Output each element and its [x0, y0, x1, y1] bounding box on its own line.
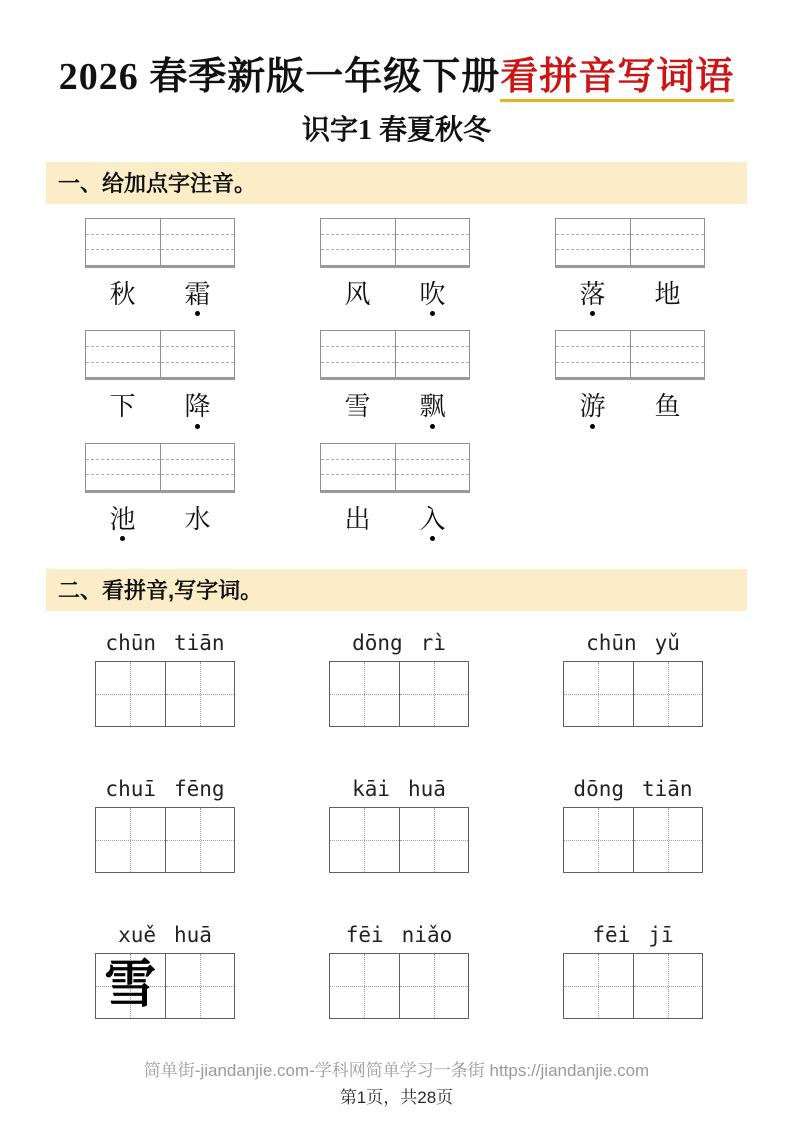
written-character	[330, 808, 399, 872]
char-with-dot: 飘	[395, 393, 470, 429]
tianzige-cell	[564, 954, 634, 1018]
pinyin-writing-grid	[320, 330, 470, 380]
annotate-item-fengchui	[320, 218, 470, 317]
written-character	[330, 662, 399, 726]
character-writing-grid	[329, 807, 469, 873]
written-character	[96, 808, 165, 872]
write-item-dongtian	[563, 777, 703, 873]
pinyin-writing-grid	[85, 443, 235, 493]
word-label	[555, 281, 705, 317]
tianzige-cell	[400, 808, 469, 872]
section2-heading: 二、看拼音,写字词。	[46, 569, 747, 611]
char-with-dot: 风	[344, 279, 371, 309]
character-writing-grid	[95, 807, 235, 873]
char-with-dot: 下	[109, 392, 136, 422]
emphasis-dot	[590, 424, 595, 429]
char-with-dot: 地	[654, 279, 681, 309]
pinyin-cell	[161, 219, 235, 265]
word-label	[320, 506, 470, 542]
pinyin-writing-grid	[555, 218, 705, 268]
tianzige-cell	[564, 662, 634, 726]
section1-row-3	[0, 443, 793, 542]
section2-row-1	[0, 631, 793, 727]
tianzige-cell	[634, 662, 703, 726]
character-writing-grid	[329, 953, 469, 1019]
lesson-subtitle: 识字1 春夏秋冬	[301, 114, 491, 146]
pinyin-prompt: chūn yǔ	[586, 631, 680, 656]
section2-row-2	[0, 777, 793, 873]
written-character	[330, 954, 399, 1018]
written-character	[166, 662, 235, 726]
pinyin-cell	[556, 219, 631, 265]
char-with-dot: 水	[184, 504, 211, 534]
pinyin-prompt: chuī fēng	[105, 777, 225, 802]
page-title	[0, 0, 793, 100]
pinyin-cell	[321, 331, 396, 377]
char-with-dot: 游	[555, 393, 630, 429]
written-character	[166, 808, 235, 872]
char-with-dot: 鱼	[654, 392, 681, 422]
tianzige-cell	[330, 954, 400, 1018]
write-item-feiniao	[329, 923, 469, 1019]
written-character	[564, 954, 633, 1018]
tianzige-cell	[330, 662, 400, 726]
emphasis-dot	[430, 536, 435, 541]
pinyin-prompt: fēi jī	[592, 923, 674, 948]
emphasis-dot	[430, 424, 435, 429]
write-item-xuehua	[95, 923, 235, 1019]
annotate-item-xuepiao	[320, 330, 470, 429]
write-item-feiji	[563, 923, 703, 1019]
char-with-dot: 入	[395, 506, 470, 542]
pinyin-prompt: dōng tiān	[573, 777, 693, 802]
written-character	[634, 662, 703, 726]
annotate-item-youyu	[555, 330, 705, 429]
char-with-dot: 秋	[109, 279, 136, 309]
char-with-dot: 池	[85, 506, 160, 542]
pinyin-cell	[396, 444, 470, 490]
pinyin-writing-grid	[320, 443, 470, 493]
pinyin-cell	[556, 331, 631, 377]
word-label	[320, 393, 470, 429]
character-writing-grid	[563, 807, 703, 873]
written-character	[166, 954, 235, 1018]
pinyin-cell	[396, 331, 470, 377]
tianzige-cell	[330, 808, 400, 872]
written-character	[400, 662, 469, 726]
pinyin-cell	[631, 331, 705, 377]
written-character	[634, 954, 703, 1018]
word-label	[555, 393, 705, 429]
pinyin-writing-grid	[320, 218, 470, 268]
pinyin-cell	[631, 219, 705, 265]
char-with-dot: 降	[160, 393, 235, 429]
emphasis-dot	[195, 311, 200, 316]
annotate-item-churu	[320, 443, 470, 542]
pinyin-writing-grid	[85, 218, 235, 268]
char-with-dot: 出	[344, 504, 371, 534]
tianzige-cell	[166, 662, 235, 726]
pinyin-prompt: kāi huā	[352, 777, 446, 802]
pinyin-cell	[396, 219, 470, 265]
character-writing-grid	[563, 953, 703, 1019]
tianzige-cell	[400, 662, 469, 726]
word-label	[85, 393, 235, 429]
title-black-part: 2026 春季新版一年级下册	[58, 56, 501, 98]
pinyin-cell	[161, 444, 235, 490]
pinyin-cell	[86, 331, 161, 377]
pinyin-cell	[86, 444, 161, 490]
pinyin-prompt: dōng rì	[352, 631, 446, 656]
tianzige-cell	[400, 954, 469, 1018]
emphasis-dot	[590, 311, 595, 316]
emphasis-dot	[430, 311, 435, 316]
write-item-chunyu	[563, 631, 703, 727]
char-with-dot: 霜	[160, 281, 235, 317]
annotate-item-luodi	[555, 218, 705, 317]
tianzige-cell	[634, 808, 703, 872]
written-character	[96, 662, 165, 726]
write-item-dongri	[329, 631, 469, 727]
pinyin-cell	[321, 219, 396, 265]
title-red-part: 看拼音写词语	[500, 56, 734, 102]
written-character	[634, 808, 703, 872]
char-with-dot: 落	[555, 281, 630, 317]
write-item-kaihua	[329, 777, 469, 873]
page-number: 第1页，共28页	[339, 1088, 454, 1107]
tianzige-cell	[96, 808, 166, 872]
char-with-dot: 吹	[395, 281, 470, 317]
section1-row-2	[0, 330, 793, 429]
section1-row-1	[0, 218, 793, 317]
pinyin-prompt: fēi niǎo	[345, 923, 453, 948]
emphasis-dot	[195, 424, 200, 429]
section1-heading: 一、给加点字注音。	[46, 162, 747, 204]
pinyin-cell	[321, 444, 396, 490]
word-label	[85, 506, 235, 542]
character-writing-grid	[95, 661, 235, 727]
character-writing-grid	[563, 661, 703, 727]
written-character	[400, 954, 469, 1018]
word-label	[85, 281, 235, 317]
emphasis-dot	[120, 536, 125, 541]
annotate-item-qiushuang	[85, 218, 235, 317]
tianzige-cell	[96, 662, 166, 726]
character-writing-grid	[95, 953, 235, 1019]
written-character	[400, 808, 469, 872]
write-item-chuntian	[95, 631, 235, 727]
pinyin-cell	[86, 219, 161, 265]
pinyin-writing-grid	[555, 330, 705, 380]
word-label	[320, 281, 470, 317]
char-with-dot: 雪	[344, 392, 371, 422]
tianzige-cell	[166, 808, 235, 872]
write-item-chuifeng	[95, 777, 235, 873]
annotate-item-chishui	[85, 443, 235, 542]
pinyin-prompt: chūn tiān	[105, 631, 225, 656]
character-writing-grid	[329, 661, 469, 727]
tianzige-cell	[634, 954, 703, 1018]
tianzige-cell	[166, 954, 235, 1018]
written-character-xue: 雪	[104, 957, 157, 1015]
tianzige-cell	[564, 808, 634, 872]
source-watermark: 简单街-jiandanjie.com-学科网简单学习一条街 https://jiandanjie.com	[143, 1061, 650, 1080]
annotate-item-xiajiang	[85, 330, 235, 429]
tianzige-cell	[96, 954, 166, 1018]
section2-row-3	[0, 923, 793, 1019]
written-character	[564, 808, 633, 872]
pinyin-cell	[161, 331, 235, 377]
page-footer	[0, 1056, 793, 1108]
pinyin-writing-grid	[85, 330, 235, 380]
pinyin-prompt: xuě huā	[118, 923, 212, 948]
written-character	[564, 662, 633, 726]
